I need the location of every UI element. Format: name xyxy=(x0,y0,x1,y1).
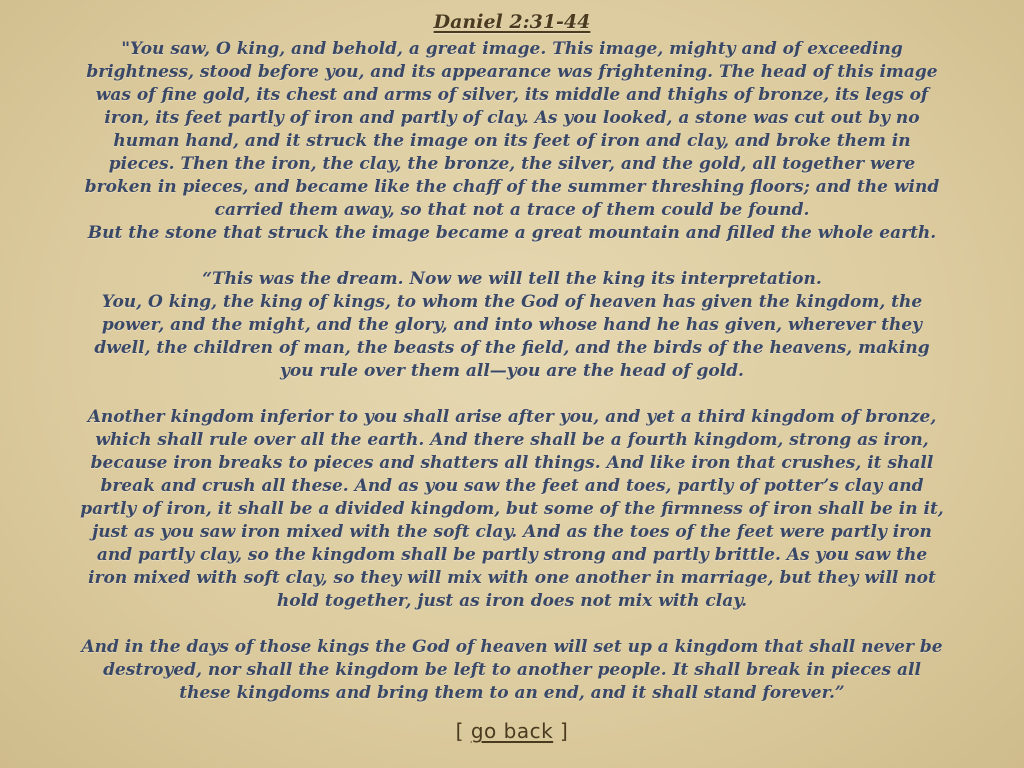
text-line: pieces. Then the iron, the clay, the bronze, the silver, and the gold, all together were xyxy=(108,154,916,174)
text-line: hold together, just as iron does not mix with clay. xyxy=(276,591,748,611)
text-line: just as you saw iron mixed with the soft clay. And as the toes of the feet were partly iron xyxy=(92,522,932,542)
text-line: “This was the dream. Now we will tell the king its interpretation. xyxy=(202,269,822,289)
bracket-close: ] xyxy=(553,719,569,743)
text-line: because iron breaks to pieces and shatters all things. And like iron that crushes, it shall xyxy=(90,453,934,473)
text-line: power, and the might, and the glory, and into whose hand he has given, wherever they xyxy=(101,315,923,335)
text-line: you rule over them all—you are the head of gold. xyxy=(280,361,744,381)
go-back-label: go back xyxy=(470,719,554,743)
text-line: these kingdoms and bring them to an end, and it shall stand forever.” xyxy=(179,683,845,703)
bracket-open: [ xyxy=(455,719,471,743)
paragraph-kingdoms xyxy=(18,406,1006,613)
text-line: carried them away, so that not a trace of them could be found. xyxy=(214,200,810,220)
text-line: destroyed, nor shall the kingdom be left to another people. It shall break in pieces all xyxy=(103,660,921,680)
text-line: partly of iron, it shall be a divided kingdom, but some of the firmness of iron shall be in it, xyxy=(80,499,944,519)
page-title: Daniel 2:31-44 xyxy=(433,11,591,33)
text-line: You, O king, the king of kings, to whom the God of heaven has given the kingdom, the xyxy=(101,292,923,312)
text-line: broken in pieces, and became like the chaff of the summer threshing floors; and the wind xyxy=(84,177,940,197)
text-line: iron mixed with soft clay, so they will mix with one another in marriage, but they will not xyxy=(88,568,936,588)
text-line: But the stone that struck the image became a great mountain and filled the whole earth. xyxy=(87,223,937,243)
text-line: dwell, the children of man, the beasts of the field, and the birds of the heavens, making xyxy=(94,338,930,358)
text-line: iron, its feet partly of iron and partly of clay. As you looked, a stone was cut out by no xyxy=(104,108,920,128)
text-line: Another kingdom inferior to you shall arise after you, and yet a third kingdom of bronze, xyxy=(87,407,937,427)
text-line: And in the days of those kings the God of heaven will set up a kingdom that shall never be xyxy=(81,637,943,657)
text-line: break and crush all these. And as you saw the feet and toes, partly of potter’s clay and xyxy=(100,476,924,496)
text-line: and partly clay, so the kingdom shall be partly strong and partly brittle. As you saw the xyxy=(96,545,928,565)
scripture-text xyxy=(18,38,1006,705)
text-line: brightness, stood before you, and its appearance was frightening. The head of this image xyxy=(86,62,938,82)
go-back-link[interactable] xyxy=(456,719,569,743)
text-line: "You saw, O king, and behold, a great image. This image, mighty and of exceeding xyxy=(121,39,903,59)
text-line: human hand, and it struck the image on its feet of iron and clay, and broke them in xyxy=(113,131,911,151)
text-line: was of fine gold, its chest and arms of silver, its middle and thighs of bronze, its legs of xyxy=(95,85,929,105)
text-line: which shall rule over all the earth. And there shall be a fourth kingdom, strong as iron, xyxy=(95,430,929,450)
paragraph-dream xyxy=(18,38,1006,245)
paragraph-eternal-kingdom xyxy=(18,636,1006,705)
paragraph-interpretation xyxy=(18,268,1006,383)
